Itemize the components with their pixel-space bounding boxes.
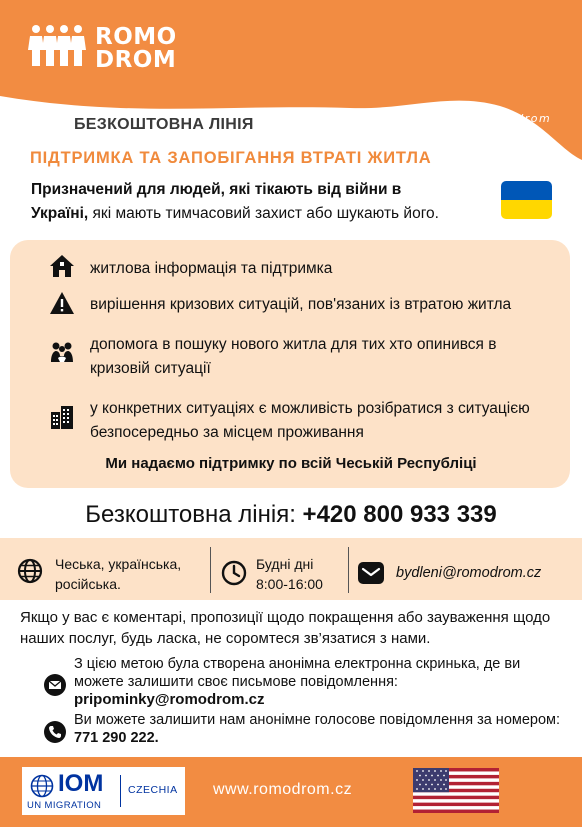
hotline [0, 501, 582, 529]
mailbox-text: З цією метою була створена анонімна електронна скринька, де ви можете залишити своє письмове повідомлення: [74, 656, 521, 690]
slogan-czech: známe naši cestu [420, 132, 541, 145]
service-line: безпосередньо за місцем проживання [90, 424, 364, 441]
logo-text-romo: ROMO [95, 24, 177, 50]
phone-icon [44, 721, 66, 743]
hotline-label: Безкоштовна лінія: [85, 501, 296, 528]
website-link[interactable]: www.romodrom.cz [213, 781, 353, 798]
service-line: житлова інформація та підтримка [90, 260, 333, 277]
service-line: допомога в пошуку нового житла для тих хто опинився в [90, 336, 497, 353]
service-item-crisis [90, 293, 560, 317]
band-divider [210, 547, 211, 593]
email-icon [358, 562, 384, 584]
intro-rest: які мають тимчасовий захист або шукають його. [88, 205, 439, 222]
mailbox-block [74, 655, 564, 709]
envelope-icon [44, 674, 66, 696]
hours-line: 8:00-16:00 [256, 576, 323, 592]
email-link[interactable]: bydleni@romodrom.cz [396, 565, 542, 581]
service-line: у конкретних ситуаціях є можливість розібратися з ситуацією [90, 400, 530, 417]
iom-divider [120, 775, 121, 807]
panel-footer-text: Ми надаємо підтримку по всій Чеській Республіці [105, 455, 477, 472]
service-line: вирішення кризових ситуацій, пов'язаних із втратою житла [90, 296, 512, 313]
voice-number[interactable]: 771 290 222. [74, 730, 159, 746]
logo-text-drom: DROM [95, 47, 177, 73]
clock-icon [221, 560, 247, 586]
languages-text [55, 554, 181, 594]
iom-abbrev: IOM [58, 770, 104, 797]
usa-flag-icon [413, 768, 499, 813]
slogan-romani: džanas peskero drom [404, 112, 552, 125]
service-item-housing-info [90, 257, 560, 281]
service-item-on-site [90, 397, 570, 445]
warning-house-icon [49, 290, 75, 316]
band-divider [348, 547, 349, 593]
languages-line: російська. [55, 576, 121, 592]
service-item-new-housing [90, 333, 560, 381]
people-help-icon [49, 340, 75, 366]
hours-text [256, 554, 323, 594]
globe-icon [17, 558, 43, 584]
heading-free-line: БЕЗКОШТОВНА ЛІНІЯ [74, 116, 254, 133]
intro-text [31, 178, 491, 226]
voice-block [74, 711, 564, 747]
service-line: кризовій ситуації [90, 360, 211, 377]
mailbox-address[interactable]: pripominky@romodrom.cz [74, 691, 265, 708]
iom-country: CZECHIA [128, 784, 178, 796]
ukraine-flag-icon [501, 181, 552, 219]
iom-logo [22, 767, 185, 815]
iom-globe-icon [30, 774, 54, 798]
voice-text: Ви можете залишити нам анонімне голосове повідомлення за номером: [74, 712, 561, 728]
heading-support: ПІДТРИМКА ТА ЗАПОБІГАННЯ ВТРАТІ ЖИТЛА [30, 149, 432, 167]
house-icon [49, 253, 75, 279]
intro-bold-1: Призначений для людей, які тікають від війни в [31, 181, 402, 198]
hotline-number[interactable]: +420 800 933 339 [302, 501, 497, 528]
iom-subtitle: UN MIGRATION [27, 800, 102, 811]
hours-line: Будні дні [256, 556, 314, 572]
buildings-icon [49, 404, 75, 430]
comment-text: Якщо у вас є коментарі, пропозиції щодо покращення або зауваження щодо наших послуг, будь ласка, не соромтеся зв’язатися з нами. [20, 609, 551, 647]
intro-bold-2: Україні, [31, 205, 89, 222]
languages-line: Чеська, українська, [55, 556, 182, 572]
romodrom-logo-icon [28, 24, 86, 68]
